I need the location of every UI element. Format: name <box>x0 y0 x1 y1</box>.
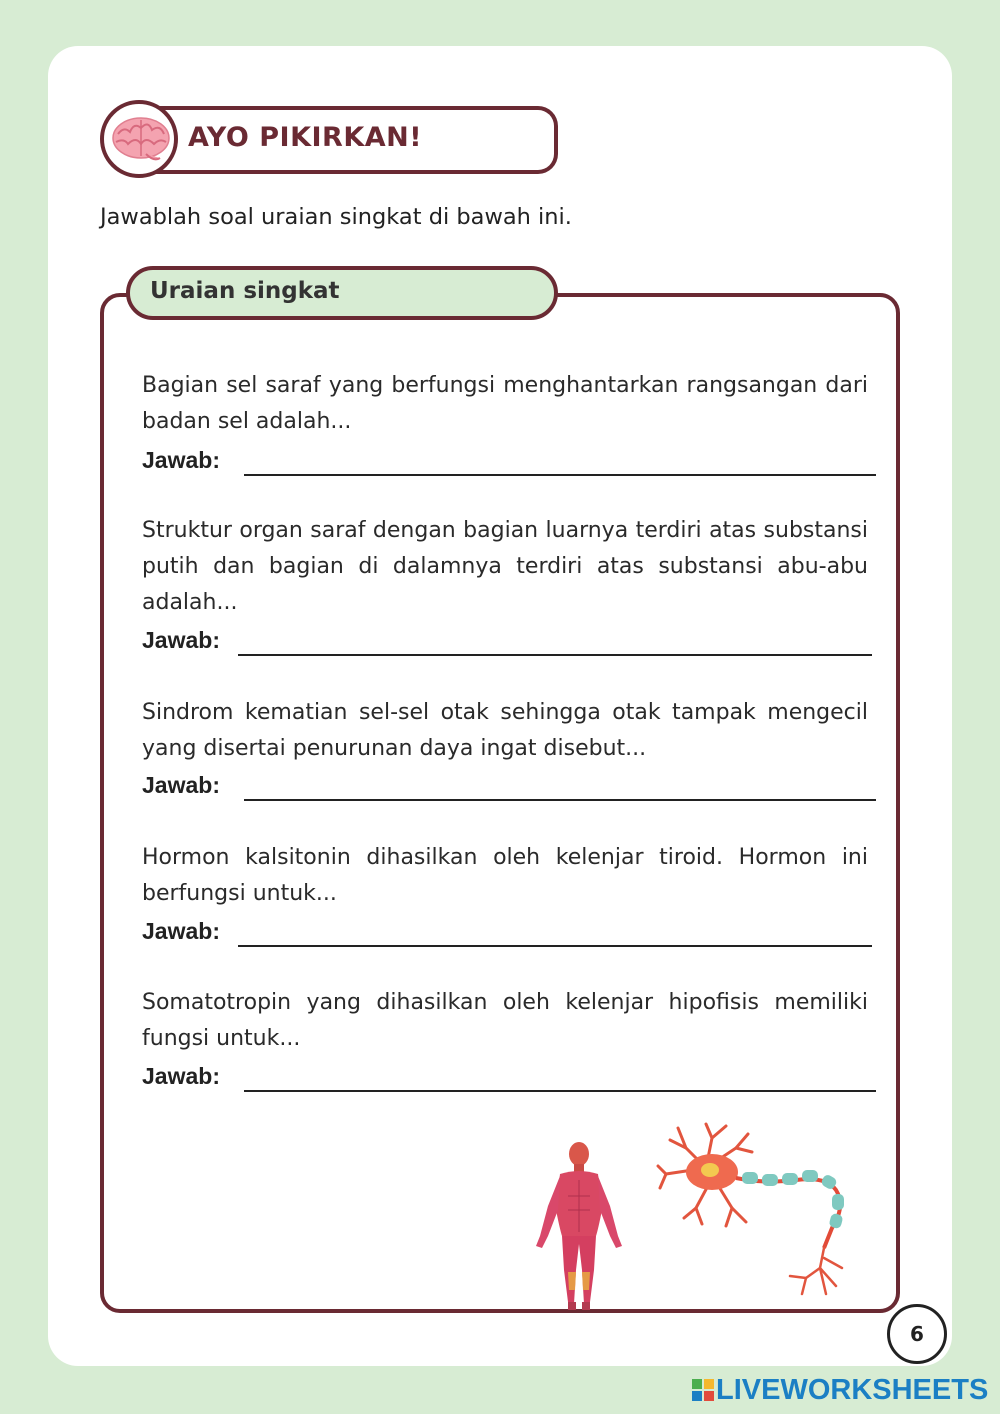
answer-input-5[interactable] <box>244 1088 876 1092</box>
question-1-text: Bagian sel saraf yang berfungsi menghantarkan rangsangan dari badan sel adalah... <box>142 373 868 434</box>
brain-icon <box>110 114 172 166</box>
answer-row-2 <box>142 622 868 658</box>
answer-label-1: Jawab: <box>142 447 220 473</box>
question-2-text: Struktur organ saraf dengan bagian luarnya terdiri atas substansi putih dan bagian di dalamnya terdiri atas substansi abu-abu adalah... <box>142 518 868 615</box>
liveworksheets-icon <box>692 1379 714 1401</box>
answer-row-3 <box>142 767 874 803</box>
liveworksheets-brand: LIVEWORKSHEETS <box>716 1374 989 1406</box>
answer-input-4[interactable] <box>238 943 872 947</box>
question-3-text: Sindrom kematian sel-sel otak sehingga otak tampak mengecil yang disertai penurunan daya ingat disebut... <box>142 700 868 761</box>
answer-label-5: Jawab: <box>142 1063 220 1089</box>
answer-label-2: Jawab: <box>142 627 220 653</box>
answer-input-1[interactable] <box>244 472 876 476</box>
answer-input-2[interactable] <box>238 652 872 656</box>
answer-label-3: Jawab: <box>142 772 220 798</box>
answer-row-1 <box>142 442 874 478</box>
neuron-illustration <box>656 1118 856 1304</box>
section-tab-label: Uraian singkat <box>150 278 340 304</box>
question-4-text: Hormon kalsitonin dihasilkan oleh kelenjar tiroid. Hormon ini berfungsi untuk... <box>142 845 868 906</box>
answer-label-4: Jawab: <box>142 918 220 944</box>
answer-row-5 <box>142 1058 874 1094</box>
answer-input-3[interactable] <box>244 797 876 801</box>
page-number: 6 <box>887 1304 947 1364</box>
answer-row-4 <box>142 913 868 949</box>
question-5-text: Somatotropin yang dihasilkan oleh kelenjar hipofisis memiliki fungsi untuk... <box>142 990 868 1051</box>
instruction-text: Jawablah soal uraian singkat di bawah ini. <box>100 204 572 230</box>
brain-badge <box>100 100 178 178</box>
human-body-illustration <box>532 1140 626 1312</box>
page-title: AYO PIKIRKAN! <box>188 122 423 153</box>
